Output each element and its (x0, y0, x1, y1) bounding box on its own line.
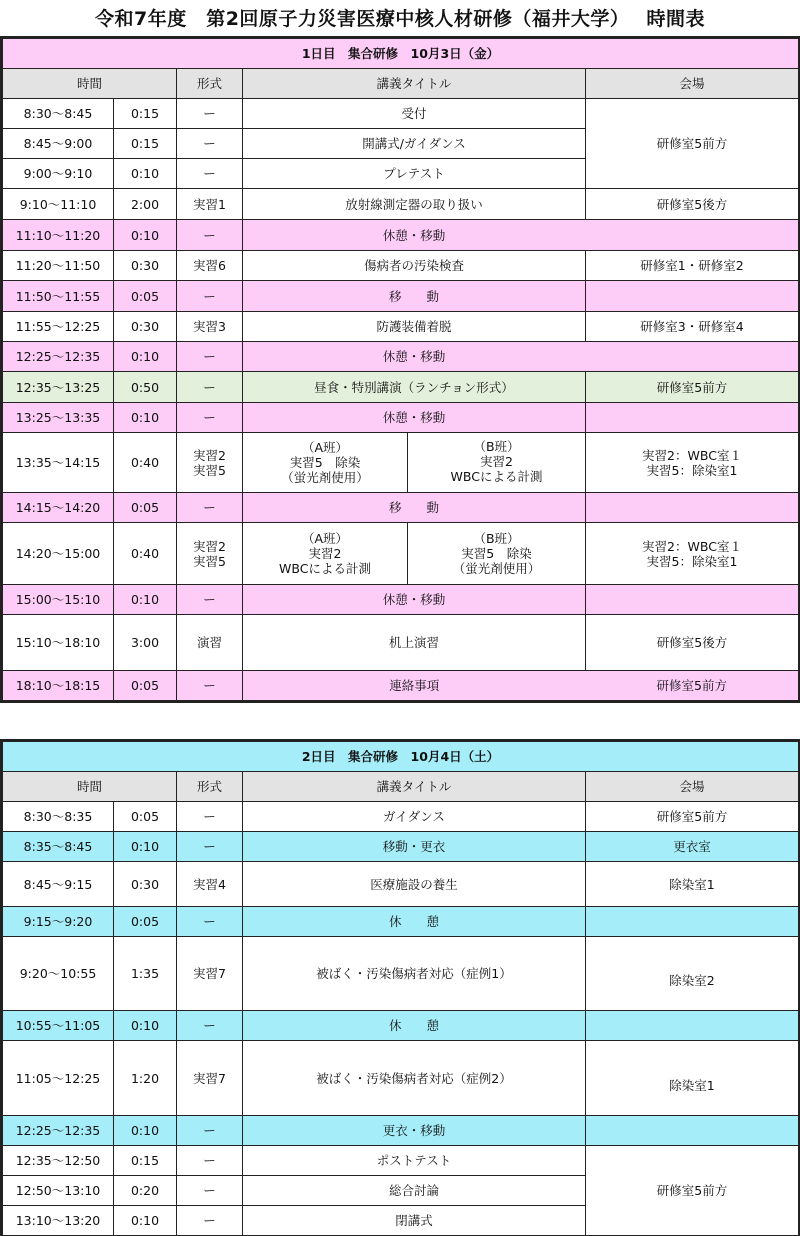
table-row-break (3, 281, 799, 312)
table-row-group-split (3, 433, 799, 493)
format-cell: ー (177, 802, 243, 832)
day1-header: 1日目 集合研修 10月3日（金） (3, 39, 799, 69)
group-b-line2: WBCによる計測 (450, 469, 543, 484)
format-cell: ー (177, 1206, 243, 1236)
title-cell: 閉講式 (243, 1206, 586, 1236)
day2-schedule-table (2, 741, 799, 1236)
format-cell: ー (177, 403, 243, 433)
time-cell: 8:45～9:15 (3, 862, 114, 907)
venue-b: 実習5：除染室1 (646, 462, 738, 478)
title-cell: 移 動 (243, 493, 586, 523)
venue-cell (586, 403, 799, 433)
table-row-break (3, 1011, 799, 1041)
title-cell: 休 憩 (243, 1011, 586, 1041)
format-cell (177, 433, 243, 493)
duration-cell: 0:10 (114, 403, 177, 433)
title-cell: 移 動 (243, 281, 586, 312)
duration-cell: 0:10 (114, 342, 177, 372)
title-cell: プレテスト (243, 159, 586, 189)
time-cell: 15:00～15:10 (3, 585, 114, 615)
duration-cell: 0:15 (114, 129, 177, 159)
duration-cell: 0:15 (114, 99, 177, 129)
title-cell: 休憩・移動 (243, 220, 799, 251)
title-cell: 放射線測定器の取り扱い (243, 189, 586, 220)
time-cell: 11:55～12:25 (3, 312, 114, 342)
format-cell: ー (177, 832, 243, 862)
duration-cell: 1:35 (114, 937, 177, 1011)
duration-cell: 0:40 (114, 523, 177, 585)
format-b: 実習5 (193, 553, 226, 569)
venue-cell: 研修室5前方 (586, 671, 799, 701)
venue-cell: 研修室5前方 (586, 1146, 799, 1236)
title-cell: 休憩・移動 (243, 342, 799, 372)
time-cell: 14:15～14:20 (3, 493, 114, 523)
venue-cell: 除染室1 (586, 862, 799, 907)
title-cell: 受付 (243, 99, 586, 129)
venue-cell: 除染室2 (586, 937, 799, 1011)
duration-cell: 0:20 (114, 1176, 177, 1206)
table-row-break (3, 342, 799, 372)
format-cell: ー (177, 1011, 243, 1041)
title-cell: 被ばく・汚染傷病者対応（症例2） (243, 1041, 586, 1116)
venue-cell (586, 433, 799, 493)
duration-cell: 3:00 (114, 615, 177, 671)
venue-a: 実習2：WBC室１ (642, 447, 742, 463)
venue-cell (586, 907, 799, 937)
venue-cell: 研修室5後方 (586, 615, 799, 671)
title-cell: 開講式/ガイダンス (243, 129, 586, 159)
time-cell: 11:50～11:55 (3, 281, 114, 312)
duration-cell: 0:05 (114, 671, 177, 701)
time-cell: 10:55～11:05 (3, 1011, 114, 1041)
time-cell: 11:10～11:20 (3, 220, 114, 251)
group-a-line1: 実習5 除染 (289, 455, 361, 470)
group-b-label: （B班） (473, 439, 520, 454)
table-row (3, 99, 799, 129)
time-cell: 18:10～18:15 (3, 671, 114, 701)
venue-b: 実習5：除染室1 (646, 553, 738, 569)
format-cell: 実習4 (177, 862, 243, 907)
group-a-label: （A班） (301, 531, 349, 546)
format-cell: ー (177, 220, 243, 251)
duration-cell: 2:00 (114, 189, 177, 220)
title-cell: 休 憩 (243, 907, 586, 937)
table-row (3, 189, 799, 220)
col-header-format: 形式 (177, 772, 243, 802)
day1-schedule-table (2, 38, 799, 701)
format-cell: ー (177, 907, 243, 937)
format-cell: ー (177, 585, 243, 615)
col-header-venue: 会場 (586, 772, 799, 802)
time-cell: 8:35～8:45 (3, 832, 114, 862)
time-cell: 8:30～8:35 (3, 802, 114, 832)
table-row-break (3, 403, 799, 433)
venue-cell: 研修室1・研修室2 (586, 251, 799, 281)
format-cell: ー (177, 159, 243, 189)
format-a: 実習2 (193, 538, 226, 554)
day2-header-row (3, 742, 799, 772)
group-b-cell (408, 523, 586, 585)
time-cell: 12:25～12:35 (3, 342, 114, 372)
venue-cell (586, 493, 799, 523)
group-b-cell (408, 433, 586, 493)
duration-cell: 0:40 (114, 433, 177, 493)
format-cell: 実習1 (177, 189, 243, 220)
venue-cell (586, 281, 799, 312)
format-cell: ー (177, 99, 243, 129)
col-header-venue: 会場 (586, 69, 799, 99)
duration-cell: 0:05 (114, 493, 177, 523)
duration-cell: 0:10 (114, 585, 177, 615)
col-header-format: 形式 (177, 69, 243, 99)
time-cell: 12:35～13:25 (3, 372, 114, 403)
table-row (3, 1146, 799, 1176)
group-a-cell (243, 523, 408, 585)
duration-cell: 0:05 (114, 907, 177, 937)
duration-cell: 0:05 (114, 802, 177, 832)
time-cell: 14:20～15:00 (3, 523, 114, 585)
title-cell: 連絡事項 (243, 671, 586, 701)
format-cell: ー (177, 129, 243, 159)
table-row-lunch (3, 372, 799, 403)
day2-header: 2日目 集合研修 10月4日（土） (3, 742, 799, 772)
table-row (3, 251, 799, 281)
day1-header-row (3, 39, 799, 69)
venue-a: 実習2：WBC室１ (642, 538, 742, 554)
table-row (3, 937, 799, 1011)
group-b-line1: 実習2 (480, 454, 513, 469)
title-cell: 昼食・特別講演（ランチョン形式） (243, 372, 586, 403)
col-header-title: 講義タイトル (243, 772, 586, 802)
venue-cell: 研修室5前方 (586, 802, 799, 832)
group-b-line1: 実習5 除染 (461, 546, 532, 561)
venue-cell (586, 1116, 799, 1146)
format-cell: ー (177, 493, 243, 523)
col-header-time: 時間 (3, 772, 177, 802)
table-row-break (3, 671, 799, 701)
venue-cell: 研修室5後方 (586, 189, 799, 220)
title-cell: 机上演習 (243, 615, 586, 671)
format-b: 実習5 (193, 462, 226, 478)
format-cell: ー (177, 671, 243, 701)
group-b-line2: （蛍光剤使用） (452, 561, 541, 576)
title-cell: 移動・更衣 (243, 832, 586, 862)
group-a-cell (243, 433, 408, 493)
venue-cell: 更衣室 (586, 832, 799, 862)
time-cell: 8:30～8:45 (3, 99, 114, 129)
time-cell: 12:25～12:35 (3, 1116, 114, 1146)
format-cell (177, 523, 243, 585)
title-cell: 休憩・移動 (243, 403, 586, 433)
duration-cell: 0:10 (114, 832, 177, 862)
format-cell: 実習7 (177, 937, 243, 1011)
time-cell: 12:35～12:50 (3, 1146, 114, 1176)
format-a: 実習2 (193, 447, 226, 463)
title-cell: 防護装備着脱 (243, 312, 586, 342)
table-row-break (3, 220, 799, 251)
format-cell: ー (177, 1176, 243, 1206)
table-row-break (3, 907, 799, 937)
duration-cell: 1:20 (114, 1041, 177, 1116)
column-header-row (3, 772, 799, 802)
table-row (3, 862, 799, 907)
duration-cell: 0:30 (114, 251, 177, 281)
duration-cell: 0:10 (114, 159, 177, 189)
time-cell: 15:10～18:10 (3, 615, 114, 671)
time-cell: 9:15～9:20 (3, 907, 114, 937)
format-cell: ー (177, 1146, 243, 1176)
venue-cell: 研修室3・研修室4 (586, 312, 799, 342)
table-row (3, 615, 799, 671)
group-a-line1: 実習2 (308, 546, 342, 561)
format-cell: ー (177, 372, 243, 403)
title-cell: 総合討論 (243, 1176, 586, 1206)
group-a-line2: WBCによる計測 (279, 561, 371, 576)
duration-cell: 0:30 (114, 862, 177, 907)
group-a-label: （A班） (301, 440, 349, 455)
col-header-time: 時間 (3, 69, 177, 99)
duration-cell: 0:50 (114, 372, 177, 403)
col-header-title: 講義タイトル (243, 69, 586, 99)
time-cell: 9:10～11:10 (3, 189, 114, 220)
time-cell: 11:05～12:25 (3, 1041, 114, 1116)
duration-cell: 0:15 (114, 1146, 177, 1176)
title-cell: 更衣・移動 (243, 1116, 586, 1146)
time-cell: 13:10～13:20 (3, 1206, 114, 1236)
format-cell: ー (177, 342, 243, 372)
duration-cell: 0:30 (114, 312, 177, 342)
table-row-break (3, 832, 799, 862)
title-cell: 被ばく・汚染傷病者対応（症例1） (243, 937, 586, 1011)
duration-cell: 0:10 (114, 1206, 177, 1236)
time-cell: 13:25～13:35 (3, 403, 114, 433)
venue-cell (586, 1011, 799, 1041)
group-b-label: （B班） (473, 531, 520, 546)
duration-cell: 0:10 (114, 220, 177, 251)
time-cell: 11:20～11:50 (3, 251, 114, 281)
group-a-line2: （蛍光剤使用） (281, 470, 369, 485)
time-cell: 12:50～13:10 (3, 1176, 114, 1206)
table-row (3, 802, 799, 832)
format-cell: 実習3 (177, 312, 243, 342)
title-cell: 傷病者の汚染検査 (243, 251, 586, 281)
format-cell: ー (177, 281, 243, 312)
duration-cell: 0:10 (114, 1116, 177, 1146)
table-row (3, 1041, 799, 1116)
venue-cell (586, 585, 799, 615)
column-header-row (3, 69, 799, 99)
format-cell: 演習 (177, 615, 243, 671)
venue-cell (586, 523, 799, 585)
time-cell: 13:35～14:15 (3, 433, 114, 493)
time-cell: 9:20～10:55 (3, 937, 114, 1011)
venue-cell: 研修室5前方 (586, 372, 799, 403)
format-cell: 実習7 (177, 1041, 243, 1116)
table-row (3, 312, 799, 342)
table-row-break (3, 585, 799, 615)
title-cell: 休憩・移動 (243, 585, 586, 615)
venue-cell: 研修室5前方 (586, 99, 799, 189)
table-row-group-split (3, 523, 799, 585)
time-cell: 9:00～9:10 (3, 159, 114, 189)
title-cell: 医療施設の養生 (243, 862, 586, 907)
duration-cell: 0:05 (114, 281, 177, 312)
time-cell: 8:45～9:00 (3, 129, 114, 159)
table-row-break (3, 493, 799, 523)
format-cell: 実習6 (177, 251, 243, 281)
venue-cell: 除染室1 (586, 1041, 799, 1116)
duration-cell: 0:10 (114, 1011, 177, 1041)
title-cell: ポストテスト (243, 1146, 586, 1176)
format-cell: ー (177, 1116, 243, 1146)
table-row-break (3, 1116, 799, 1146)
title-cell: ガイダンス (243, 802, 586, 832)
page-title: 令和7年度 第2回原子力災害医療中核人材研修（福井大学） 時間表 (94, 8, 706, 30)
